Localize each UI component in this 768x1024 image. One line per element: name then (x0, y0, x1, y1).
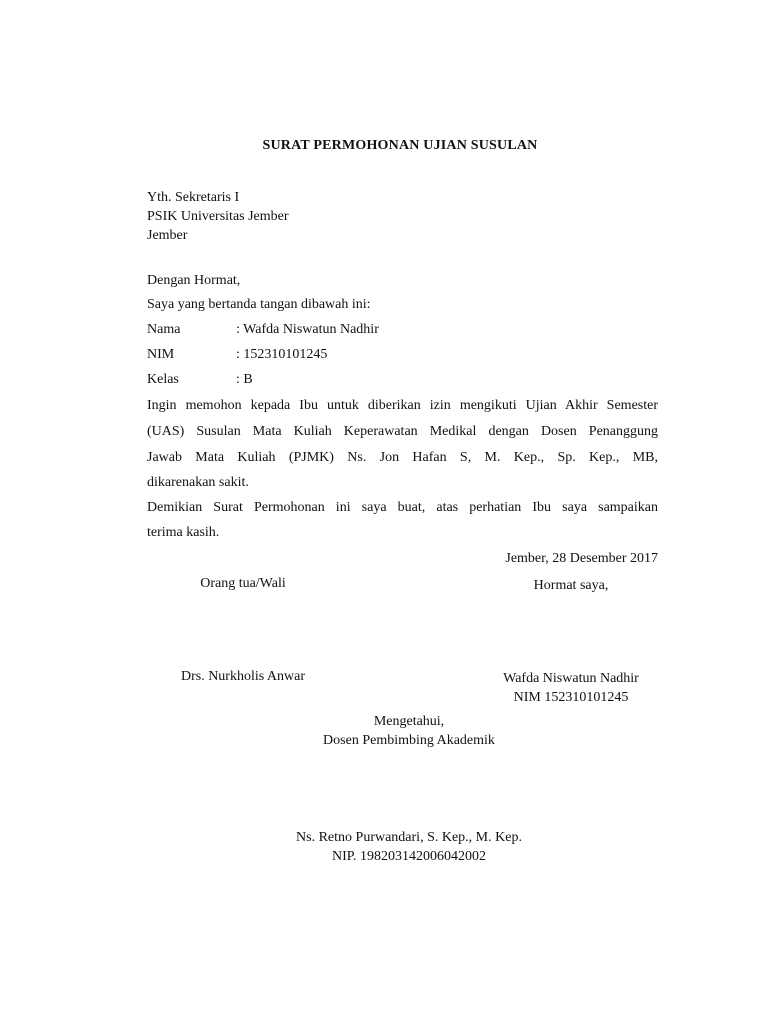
body-line: Ingin memohon kepada Ibu untuk diberikan izin mengikuti Ujian Akhir Semester (147, 398, 658, 413)
recipient-line: Jember (147, 228, 188, 243)
nim-value: : 152310101245 (236, 347, 328, 362)
closing-line: Demikian Surat Permohonan ini saya buat, atas perhatian Ibu saya sampaikan (147, 500, 658, 515)
closing-line: terima kasih. (147, 525, 220, 540)
body-line: (UAS) Susulan Mata Kuliah Keperawatan Medikal dengan Dosen Penanggung (147, 424, 658, 439)
name-label: Nama (147, 322, 181, 337)
nim-label: NIM (147, 347, 175, 362)
sender-role: Hormat saya, (533, 578, 609, 593)
advisor-role: Dosen Pembimbing Akademik (323, 733, 495, 748)
greeting: Dengan Hormat, (147, 273, 241, 288)
class-value: : B (236, 372, 253, 387)
parent-role: Orang tua/Wali (200, 576, 286, 591)
advisor-name: Ns. Retno Purwandari, S. Kep., M. Kep. (296, 830, 522, 845)
recipient-line: PSIK Universitas Jember (147, 209, 289, 224)
letter-title: SURAT PERMOHONAN UJIAN SUSULAN (262, 138, 538, 153)
name-value: : Wafda Niswatun Nadhir (236, 322, 379, 337)
sender-nim: NIM 152310101245 (513, 690, 629, 705)
parent-name: Drs. Nurkholis Anwar (180, 669, 306, 684)
intro-text: Saya yang bertanda tangan dibawah ini: (147, 297, 371, 312)
body-line: Jawab Mata Kuliah (PJMK) Ns. Jon Hafan S, M. Kep., Sp. Kep., MB, (147, 450, 658, 465)
class-label: Kelas (147, 372, 179, 387)
body-line: dikarenakan sakit. (147, 475, 249, 490)
place-date: Jember, 28 Desember 2017 (505, 551, 658, 566)
recipient-line: Yth. Sekretaris I (147, 190, 240, 205)
advisor-nip: NIP. 198203142006042002 (331, 849, 486, 864)
acknowledge-text: Mengetahui, (373, 714, 445, 729)
sender-name: Wafda Niswatun Nadhir (503, 671, 639, 686)
